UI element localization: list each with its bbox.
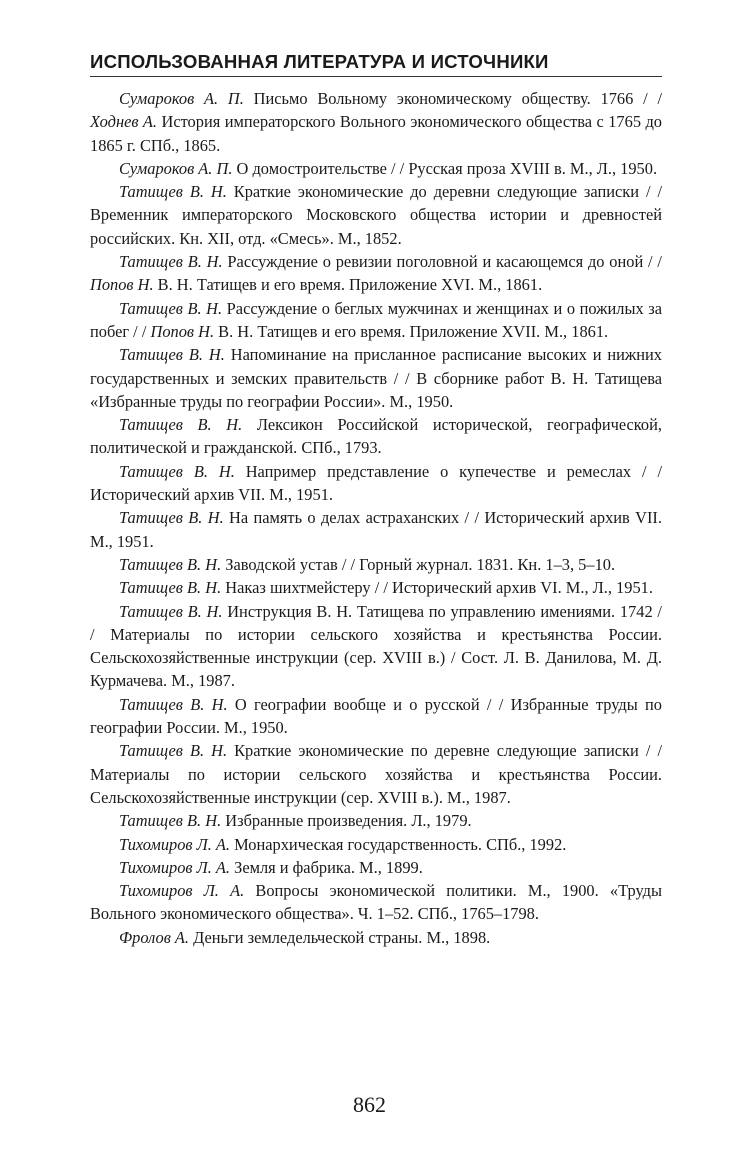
entry-text: Рассуждение о ревизии поголовной и касающемся до оной / /: [222, 252, 662, 272]
bibliography-entry: [90, 180, 662, 250]
entry-author: Татищев В. Н.: [119, 415, 243, 435]
entry-text: Земля и фабрика. М., 1899.: [230, 857, 423, 877]
entry-text: О домостроительстве / / Русская проза XVIII в. М., Л., 1950.: [232, 158, 658, 178]
bibliography-entry: [90, 553, 662, 576]
bibliography-list: [90, 87, 662, 949]
entry-text: Например представление о купечестве и ремеслах / / Исторический архив VII. М., 1951.: [90, 461, 662, 505]
bibliography-entry: [90, 739, 662, 809]
entry-text: Краткие экономические до деревни следующие записки / / Временник императорского Московского общества истории и древностей российских. Кн. XII, отд. «Смесь». М., 1852.: [90, 182, 662, 248]
entry-author: Сумароков А. П.: [119, 158, 233, 178]
entry-text: Рассуждение о беглых мужчинах и женщинах и о пожилых за побег / /: [90, 298, 662, 341]
entry-author: Татищев В. Н.: [119, 182, 227, 202]
entry-author: Тихомиров Л. А.: [119, 881, 245, 901]
entry-text: В. Н. Татищев и его время. Приложение XVI. М., 1861.: [153, 275, 543, 295]
entry-author: Татищев В. Н.: [119, 345, 225, 365]
entry-text: Избранные произведения. Л., 1979.: [221, 811, 472, 831]
bibliography-entry: [90, 157, 662, 180]
bibliography-entry: [90, 809, 662, 832]
entry-author: Тихомиров Л. А.: [119, 857, 231, 877]
bibliography-entry: [90, 87, 662, 157]
bibliography-entry: [90, 460, 662, 507]
bibliography-entry: [90, 343, 662, 413]
entry-text: История императорского Вольного экономического общества с 1765 до 1865 г. СПб., 1865.: [90, 112, 662, 155]
bibliography-entry: [90, 693, 662, 740]
entry-author: Татищев В. Н.: [119, 811, 222, 831]
entry-text: Наказ шихтмейстеру / / Исторический архив VI. М., Л., 1951.: [221, 578, 653, 598]
entry-text: На память о делах астраханских / / Исторический архив VII. М., 1951.: [90, 508, 662, 551]
entry-author: Татищев В. Н.: [119, 554, 222, 574]
entry-author: Сумароков А. П.: [119, 89, 244, 108]
entry-author: Татищев В. Н.: [119, 741, 228, 761]
entry-text: Деньги земледельческой страны. М., 1898.: [189, 927, 491, 947]
entry-text: Монархическая государственность. СПб., 1992.: [230, 834, 567, 854]
bibliography-entry: [90, 250, 662, 297]
bibliography-entry: [90, 297, 662, 344]
entry-text: В. Н. Татищев и его время. Приложение XVII. М., 1861.: [214, 321, 609, 341]
bibliography-entry: [90, 856, 662, 879]
entry-author: Тихомиров Л. А.: [119, 834, 231, 854]
entry-author: Попов Н.: [90, 275, 154, 295]
entry-text: Напоминание на присланное расписание высоких и нижних государственных и земских правительств / / В сборнике работ В. Н. Татищева «Избранные труды по географии России». М., 1950.: [90, 345, 662, 411]
bibliography-entry: [90, 600, 662, 693]
entry-author: Татищев В. Н.: [119, 578, 222, 598]
entry-author: Ходнев А.: [90, 112, 158, 132]
entry-author: Татищев В. Н.: [119, 298, 223, 318]
entry-text: О географии вообще и о русской / / Избранные труды по географии России. М., 1950.: [90, 694, 662, 738]
page-number: 862: [353, 1092, 386, 1117]
entry-author: Татищев В. Н.: [119, 252, 223, 272]
entry-author: Фролов А.: [119, 927, 190, 947]
entry-author: Попов Н.: [150, 321, 215, 341]
running-header: ИСПОЛЬЗОВАННАЯ ЛИТЕРАТУРА И ИСТОЧНИКИ: [90, 51, 662, 77]
bibliography-entry: [90, 576, 662, 599]
bibliography-entry: [90, 506, 662, 553]
entry-text: Лексикон Российской исторической, географической, политической и гражданской. СПб., 1793.: [90, 415, 662, 458]
entry-author: Татищев В. Н.: [119, 508, 224, 528]
bibliography-entry: [90, 833, 662, 856]
entry-text: Вопросы экономической политики. М., 1900. «Труды Вольного экономического общества». Ч. 1–52. СПб., 1765–1798.: [90, 881, 662, 924]
entry-text: Письмо Вольному экономическому обществу. 1766 / /: [243, 89, 662, 108]
book-page: [90, 51, 662, 949]
entry-author: Татищев В. Н.: [119, 694, 228, 714]
entry-author: Татищев В. Н.: [119, 601, 223, 621]
bibliography-entry: [90, 413, 662, 460]
entry-text: Краткие экономические по деревне следующие записки / / Материалы по истории сельского хозяйства и крестьянства России. Сельскохозяйственные инструкции (сер. XVIII в.). М., 1987.: [90, 741, 662, 807]
entry-author: Татищев В. Н.: [119, 461, 235, 481]
entry-text: Заводской устав / / Горный журнал. 1831. Кн. 1–3, 5–10.: [221, 554, 616, 574]
bibliography-entry: [90, 926, 662, 949]
bibliography-entry: [90, 879, 662, 926]
entry-text: Инструкция В. Н. Татищева по управлению имениями. 1742 / / Материалы по истории сельского хозяйства и крестьянства России. Сельскохозяйственные инструкции (сер. XVIII в.) / Сост. Л. В. Данилова, М. Д. Курмачева. М., 1987.: [90, 601, 662, 691]
